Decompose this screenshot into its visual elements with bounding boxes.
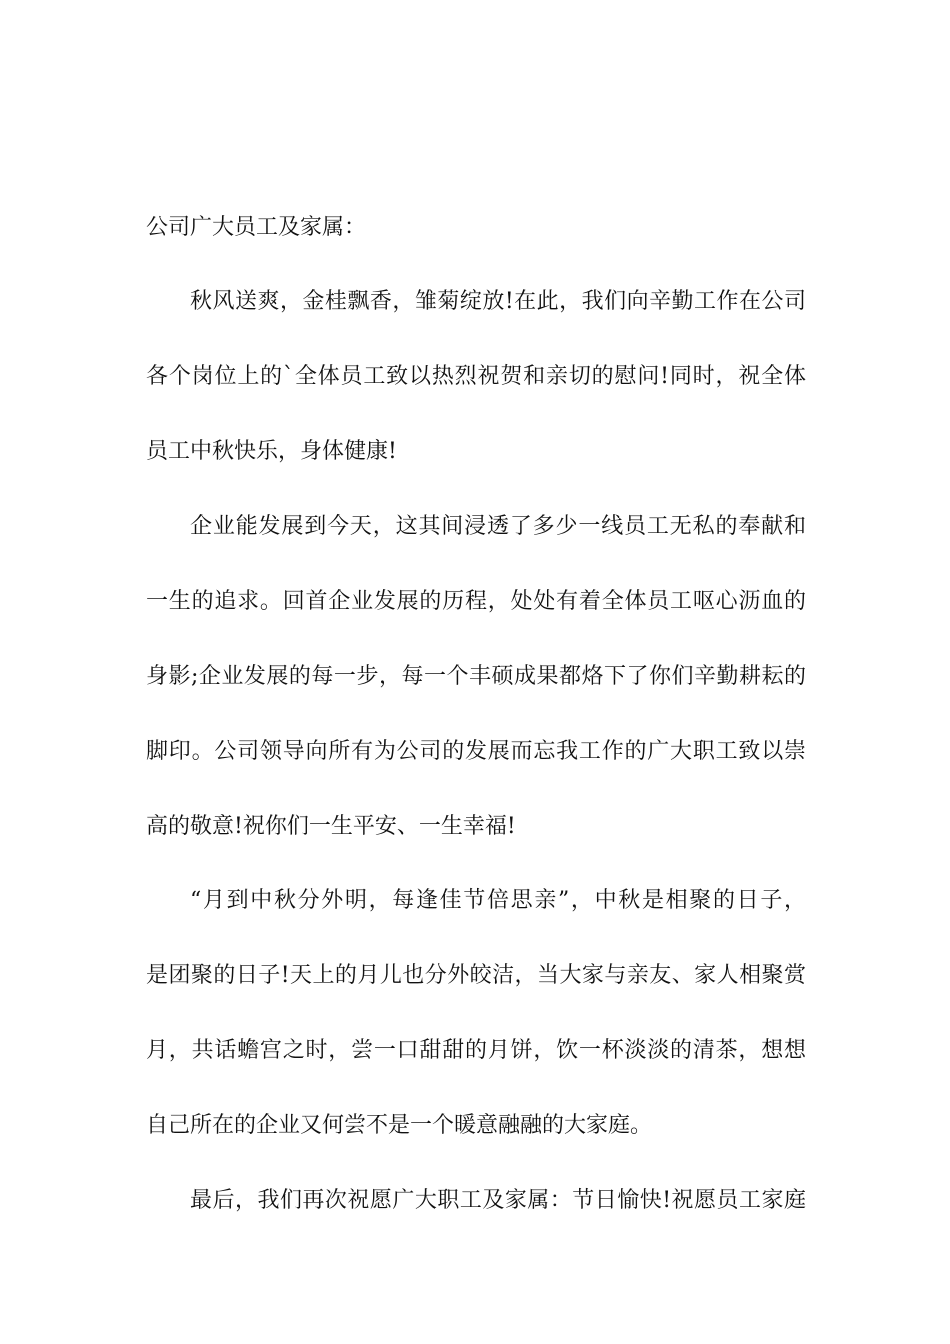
paragraph-3-line-3: 月，共话蟾宫之时，尝一口甜甜的月饼，饮一杯淡淡的清茶，想想 [146, 1038, 806, 1063]
paragraph-4-line-1: 最后，我们再次祝愿广大职工及家属：节日愉快!祝愿员工家庭 [190, 1188, 806, 1213]
paragraph-3-line-4: 自己所在的企业又何尝不是一个暖意融融的大家庭。 [146, 1113, 653, 1138]
paragraph-1-line-1: 秋风送爽，金桂飘香，雏菊绽放!在此，我们向辛勤工作在公司 [190, 289, 806, 314]
paragraph-1-line-2: 各个岗位上的`全体员工致以热烈祝贺和亲切的慰问!同时，祝全体 [146, 364, 806, 389]
paragraph-2-line-5: 高的敬意!祝你们一生平安、一生幸福! [146, 814, 516, 839]
paragraph-2-line-3: 身影;企业发展的每一步，每一个丰硕成果都烙下了你们辛勤耕耘的 [146, 664, 806, 689]
paragraph-1-line-3: 员工中秋快乐，身体健康! [146, 439, 397, 464]
paragraph-3-line-2: 是团聚的日子!天上的月儿也分外皎洁，当大家与亲友、家人相聚赏 [146, 963, 806, 988]
paragraph-2-line-1: 企业能发展到今天，这其间浸透了多少一线员工无私的奉献和 [190, 514, 806, 539]
paragraph-3-line-1: “月到中秋分外明，每逢佳节倍思亲”，中秋是相聚的日子， [190, 888, 806, 913]
paragraph-2-line-2: 一生的追求。回首企业发展的历程，处处有着全体员工呕心沥血的 [146, 589, 806, 614]
salutation: 公司广大员工及家属： [146, 215, 367, 240]
paragraph-2-line-4: 脚印。公司领导向所有为公司的发展而忘我工作的广大职工致以崇 [146, 739, 806, 764]
